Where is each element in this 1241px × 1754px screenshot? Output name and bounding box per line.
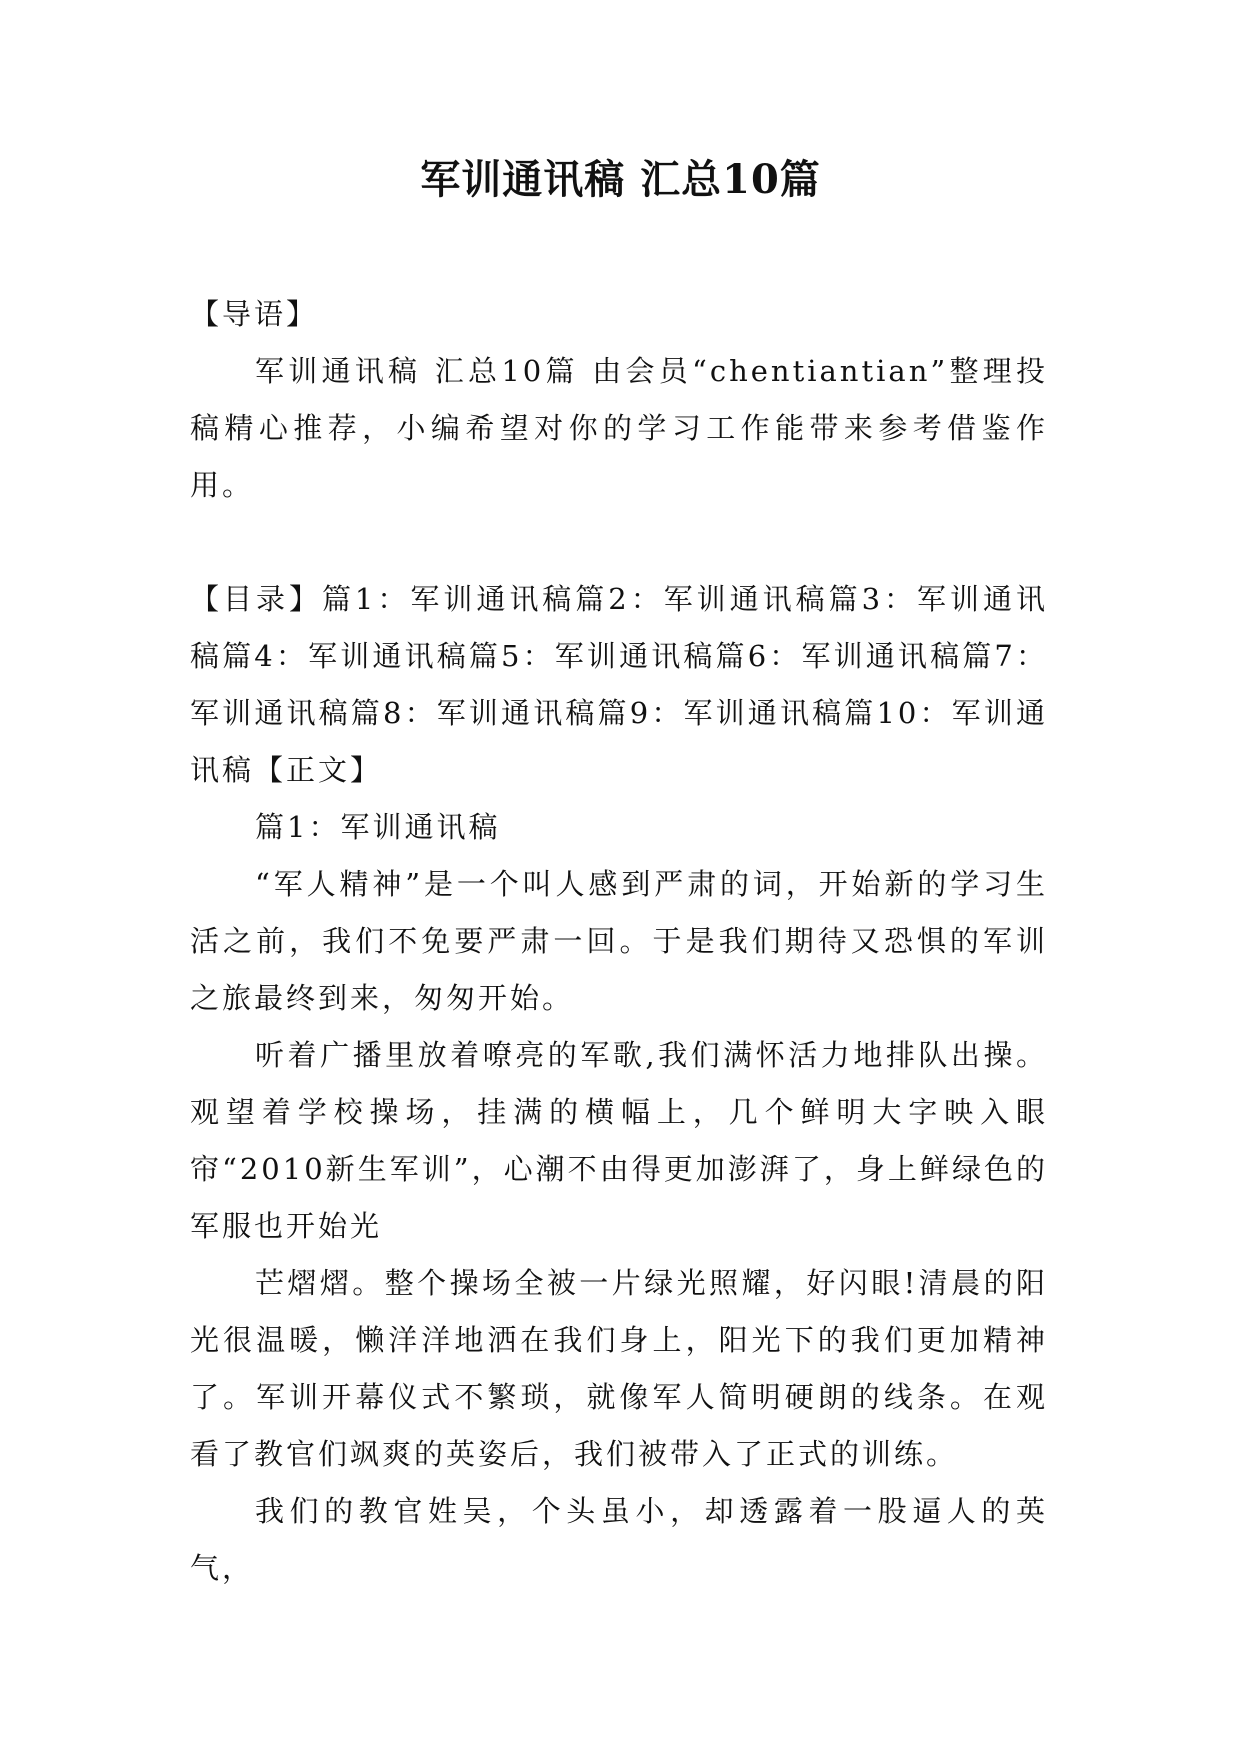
lead-heading: 【导语】 [190, 297, 319, 331]
body-paragraph: 我们的教官姓吴，个头虽小，却透露着一股逼人的英气， [190, 1494, 1048, 1585]
section-heading: 篇1：军训通讯稿 [255, 810, 501, 844]
lead-paragraph: 军训通讯稿 汇总10篇 由会员“chentiantian”整理投稿精心推荐，小编希望对你的学习工作能带来参考借鉴作用。 [190, 354, 1048, 502]
table-of-contents: 【目录】篇1：军训通讯稿篇2：军训通讯稿篇3：军训通讯稿篇4：军训通讯稿篇5：军训通讯稿篇6：军训通讯稿篇7：军训通讯稿篇8：军训通讯稿篇9：军训通讯稿篇10：军训通讯稿【正文】 [190, 582, 1048, 787]
body-paragraph: “军人精神”是一个叫人感到严肃的词，开始新的学习生活之前，我们不免要严肃一回。于是我们期待又恐惧的军训之旅最终到来，匆匆开始。 [190, 867, 1048, 1015]
body-paragraph: 听着广播里放着嘹亮的军歌,我们满怀活力地排队出操。观望着学校操场，挂满的横幅上，几个鲜明大字映入眼帘“2010新生军训”，心潮不由得更加澎湃了，身上鲜绿色的军服也开始光 [190, 1038, 1048, 1243]
document-title: 军训通讯稿 汇总10篇 [420, 156, 821, 203]
paragraph-spacer [190, 514, 1048, 571]
body-paragraph: 芒熠熠。整个操场全被一片绿光照耀，好闪眼!清晨的阳光很温暖，懒洋洋地洒在我们身上，阳光下的我们更加精神了。军训开幕仪式不繁琐，就像军人简明硬朗的线条。在观看了教官们飒爽的英姿后，我们被带入了正式的训练。 [190, 1266, 1048, 1471]
document-body [190, 286, 1048, 1597]
